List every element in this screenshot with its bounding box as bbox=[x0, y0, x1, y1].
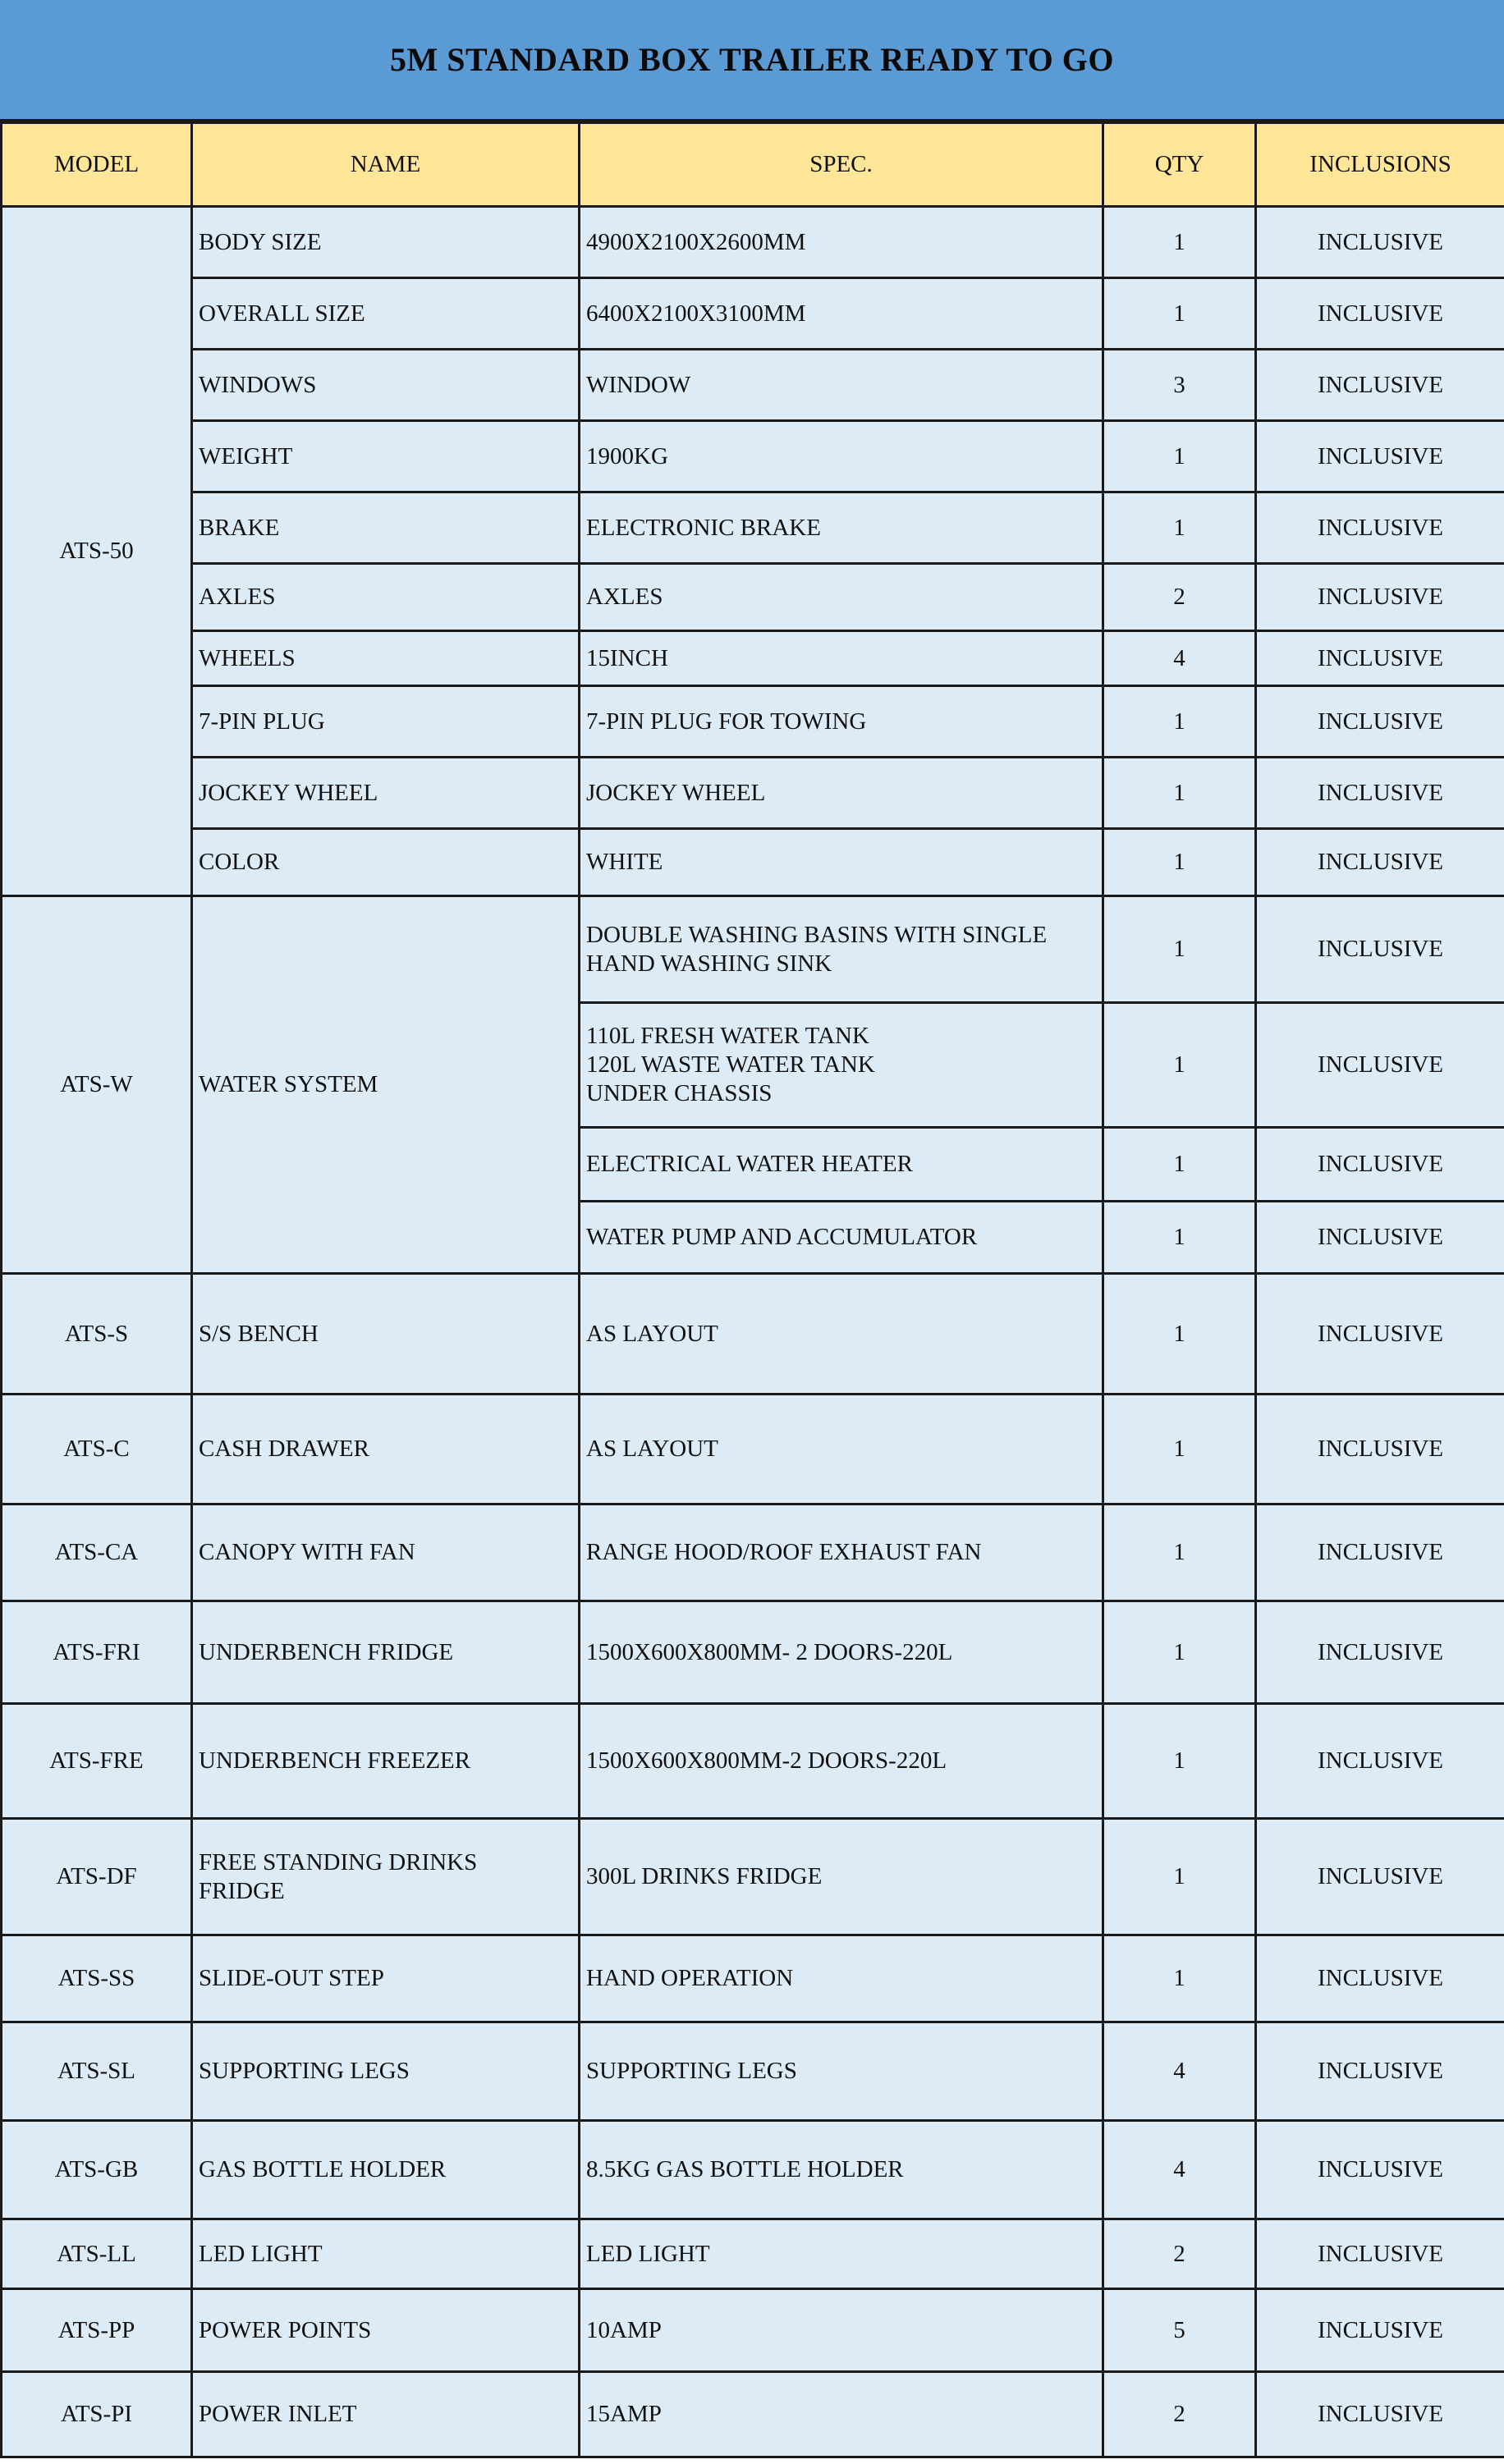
name-cell: CASH DRAWER bbox=[192, 1395, 580, 1505]
qty-cell: 1 bbox=[1103, 492, 1256, 564]
table-row bbox=[2, 278, 1504, 350]
table-row bbox=[2, 631, 1504, 686]
qty-cell: 1 bbox=[1103, 1505, 1256, 1601]
header-name: NAME bbox=[192, 123, 580, 207]
spec-cell: WINDOW bbox=[580, 350, 1103, 421]
name-cell: OVERALL SIZE bbox=[192, 278, 580, 350]
qty-cell: 1 bbox=[1103, 1395, 1256, 1505]
header-inclusions: INCLUSIONS bbox=[1256, 123, 1504, 207]
model-cell: ATS-CA bbox=[2, 1505, 192, 1601]
name-cell: SLIDE-OUT STEP bbox=[192, 1935, 580, 2022]
table-row bbox=[2, 2022, 1504, 2121]
spec-cell: 1500X600X800MM-2 DOORS-220L bbox=[580, 1704, 1103, 1819]
name-cell: COLOR bbox=[192, 829, 580, 896]
table-row bbox=[2, 564, 1504, 631]
inclusion-cell: INCLUSIVE bbox=[1256, 350, 1504, 421]
inclusion-cell: INCLUSIVE bbox=[1256, 2372, 1504, 2457]
spec-cell: 110L FRESH WATER TANK 120L WASTE WATER TANK UNDER CHASSIS bbox=[580, 1003, 1103, 1128]
model-cell: ATS-FRI bbox=[2, 1601, 192, 1704]
name-cell: FREE STANDING DRINKS FRIDGE bbox=[192, 1819, 580, 1935]
qty-cell: 4 bbox=[1103, 2121, 1256, 2219]
table-row bbox=[2, 492, 1504, 564]
model-cell: ATS-SS bbox=[2, 1935, 192, 2022]
spec-cell: 8.5KG GAS BOTTLE HOLDER bbox=[580, 2121, 1103, 2219]
name-cell: WATER SYSTEM bbox=[192, 896, 580, 1274]
table-row bbox=[2, 1601, 1504, 1704]
name-cell: LED LIGHT bbox=[192, 2219, 580, 2289]
name-cell: CANOPY WITH FAN bbox=[192, 1505, 580, 1601]
spec-cell: 7-PIN PLUG FOR TOWING bbox=[580, 686, 1103, 758]
name-cell: WINDOWS bbox=[192, 350, 580, 421]
header-spec: SPEC. bbox=[580, 123, 1103, 207]
inclusion-cell: INCLUSIVE bbox=[1256, 1274, 1504, 1395]
model-cell: ATS-C bbox=[2, 1395, 192, 1505]
inclusion-cell: INCLUSIVE bbox=[1256, 1395, 1504, 1505]
table-row bbox=[2, 686, 1504, 758]
qty-cell: 1 bbox=[1103, 1819, 1256, 1935]
name-cell: GAS BOTTLE HOLDER bbox=[192, 2121, 580, 2219]
spec-cell: SUPPORTING LEGS bbox=[580, 2022, 1103, 2121]
model-cell: ATS-PP bbox=[2, 2289, 192, 2372]
spec-cell: JOCKEY WHEEL bbox=[580, 758, 1103, 829]
table-row bbox=[2, 1819, 1504, 1935]
qty-cell: 1 bbox=[1103, 1202, 1256, 1274]
spec-table bbox=[0, 121, 1504, 2458]
name-cell: 7-PIN PLUG bbox=[192, 686, 580, 758]
inclusion-cell: INCLUSIVE bbox=[1256, 2121, 1504, 2219]
qty-cell: 1 bbox=[1103, 686, 1256, 758]
qty-cell: 1 bbox=[1103, 1003, 1256, 1128]
qty-cell: 2 bbox=[1103, 564, 1256, 631]
model-cell: ATS-50 bbox=[2, 207, 192, 896]
name-cell: JOCKEY WHEEL bbox=[192, 758, 580, 829]
inclusion-cell: INCLUSIVE bbox=[1256, 758, 1504, 829]
table-row bbox=[2, 2219, 1504, 2289]
table-row bbox=[2, 1274, 1504, 1395]
spec-cell: WHITE bbox=[580, 829, 1103, 896]
qty-cell: 4 bbox=[1103, 631, 1256, 686]
table-row bbox=[2, 421, 1504, 492]
inclusion-cell: INCLUSIVE bbox=[1256, 1202, 1504, 1274]
name-cell: SUPPORTING LEGS bbox=[192, 2022, 580, 2121]
name-cell: POWER INLET bbox=[192, 2372, 580, 2457]
name-cell: POWER POINTS bbox=[192, 2289, 580, 2372]
inclusion-cell: INCLUSIVE bbox=[1256, 631, 1504, 686]
header-qty: QTY bbox=[1103, 123, 1256, 207]
inclusion-cell: INCLUSIVE bbox=[1256, 2219, 1504, 2289]
inclusion-cell: INCLUSIVE bbox=[1256, 278, 1504, 350]
qty-cell: 1 bbox=[1103, 278, 1256, 350]
inclusion-cell: INCLUSIVE bbox=[1256, 1505, 1504, 1601]
spec-cell: HAND OPERATION bbox=[580, 1935, 1103, 2022]
spec-cell: 1900KG bbox=[580, 421, 1103, 492]
inclusion-cell: INCLUSIVE bbox=[1256, 2289, 1504, 2372]
title-bar bbox=[0, 0, 1504, 121]
table-row bbox=[2, 2121, 1504, 2219]
name-cell: AXLES bbox=[192, 564, 580, 631]
name-cell: WHEELS bbox=[192, 631, 580, 686]
spec-cell: 6400X2100X3100MM bbox=[580, 278, 1103, 350]
qty-cell: 1 bbox=[1103, 829, 1256, 896]
table-row bbox=[2, 350, 1504, 421]
spec-cell: 300L DRINKS FRIDGE bbox=[580, 1819, 1103, 1935]
qty-cell: 1 bbox=[1103, 758, 1256, 829]
qty-cell: 1 bbox=[1103, 896, 1256, 1003]
inclusion-cell: INCLUSIVE bbox=[1256, 686, 1504, 758]
header-model: MODEL bbox=[2, 123, 192, 207]
model-cell: ATS-GB bbox=[2, 2121, 192, 2219]
table-row bbox=[2, 1935, 1504, 2022]
inclusion-cell: INCLUSIVE bbox=[1256, 1819, 1504, 1935]
qty-cell: 1 bbox=[1103, 1274, 1256, 1395]
name-cell: S/S BENCH bbox=[192, 1274, 580, 1395]
spec-cell: DOUBLE WASHING BASINS WITH SINGLE HAND WASHING SINK bbox=[580, 896, 1103, 1003]
spec-cell: RANGE HOOD/ROOF EXHAUST FAN bbox=[580, 1505, 1103, 1601]
name-cell: UNDERBENCH FREEZER bbox=[192, 1704, 580, 1819]
table-row bbox=[2, 758, 1504, 829]
model-cell: ATS-DF bbox=[2, 1819, 192, 1935]
table-row bbox=[2, 1704, 1504, 1819]
spec-cell: AS LAYOUT bbox=[580, 1395, 1103, 1505]
spec-cell: 4900X2100X2600MM bbox=[580, 207, 1103, 278]
header-row bbox=[2, 123, 1504, 207]
name-cell: BRAKE bbox=[192, 492, 580, 564]
inclusion-cell: INCLUSIVE bbox=[1256, 421, 1504, 492]
spec-cell: 10AMP bbox=[580, 2289, 1103, 2372]
inclusion-cell: INCLUSIVE bbox=[1256, 1935, 1504, 2022]
inclusion-cell: INCLUSIVE bbox=[1256, 207, 1504, 278]
table-row bbox=[2, 829, 1504, 896]
inclusion-cell: INCLUSIVE bbox=[1256, 492, 1504, 564]
inclusion-cell: INCLUSIVE bbox=[1256, 1128, 1504, 1202]
qty-cell: 2 bbox=[1103, 2372, 1256, 2457]
spec-cell: AS LAYOUT bbox=[580, 1274, 1103, 1395]
name-cell: WEIGHT bbox=[192, 421, 580, 492]
table-row bbox=[2, 1505, 1504, 1601]
spec-cell: 1500X600X800MM- 2 DOORS-220L bbox=[580, 1601, 1103, 1704]
name-cell: BODY SIZE bbox=[192, 207, 580, 278]
inclusion-cell: INCLUSIVE bbox=[1256, 1704, 1504, 1819]
spec-cell: WATER PUMP AND ACCUMULATOR bbox=[580, 1202, 1103, 1274]
model-cell: ATS-W bbox=[2, 896, 192, 1274]
table-row bbox=[2, 207, 1504, 278]
inclusion-cell: INCLUSIVE bbox=[1256, 1003, 1504, 1128]
qty-cell: 1 bbox=[1103, 1704, 1256, 1819]
model-cell: ATS-PI bbox=[2, 2372, 192, 2457]
model-cell: ATS-FRE bbox=[2, 1704, 192, 1819]
name-cell: UNDERBENCH FRIDGE bbox=[192, 1601, 580, 1704]
table-row bbox=[2, 2289, 1504, 2372]
qty-cell: 1 bbox=[1103, 421, 1256, 492]
qty-cell: 1 bbox=[1103, 1128, 1256, 1202]
spec-cell: ELECTRONIC BRAKE bbox=[580, 492, 1103, 564]
spec-cell: ELECTRICAL WATER HEATER bbox=[580, 1128, 1103, 1202]
qty-cell: 4 bbox=[1103, 2022, 1256, 2121]
qty-cell: 1 bbox=[1103, 207, 1256, 278]
qty-cell: 2 bbox=[1103, 2219, 1256, 2289]
spec-cell: 15INCH bbox=[580, 631, 1103, 686]
inclusion-cell: INCLUSIVE bbox=[1256, 564, 1504, 631]
page-title: 5M STANDARD BOX TRAILER READY TO GO bbox=[389, 41, 1115, 78]
spec-cell: 15AMP bbox=[580, 2372, 1103, 2457]
model-cell: ATS-S bbox=[2, 1274, 192, 1395]
qty-cell: 1 bbox=[1103, 1601, 1256, 1704]
qty-cell: 3 bbox=[1103, 350, 1256, 421]
spec-cell: AXLES bbox=[580, 564, 1103, 631]
table-row bbox=[2, 1395, 1504, 1505]
model-cell: ATS-SL bbox=[2, 2022, 192, 2121]
inclusion-cell: INCLUSIVE bbox=[1256, 1601, 1504, 1704]
qty-cell: 1 bbox=[1103, 1935, 1256, 2022]
spec-cell: LED LIGHT bbox=[580, 2219, 1103, 2289]
inclusion-cell: INCLUSIVE bbox=[1256, 2022, 1504, 2121]
table-row bbox=[2, 2372, 1504, 2457]
model-cell: ATS-LL bbox=[2, 2219, 192, 2289]
inclusion-cell: INCLUSIVE bbox=[1256, 829, 1504, 896]
inclusion-cell: INCLUSIVE bbox=[1256, 896, 1504, 1003]
qty-cell: 5 bbox=[1103, 2289, 1256, 2372]
table-row bbox=[2, 896, 1504, 1003]
